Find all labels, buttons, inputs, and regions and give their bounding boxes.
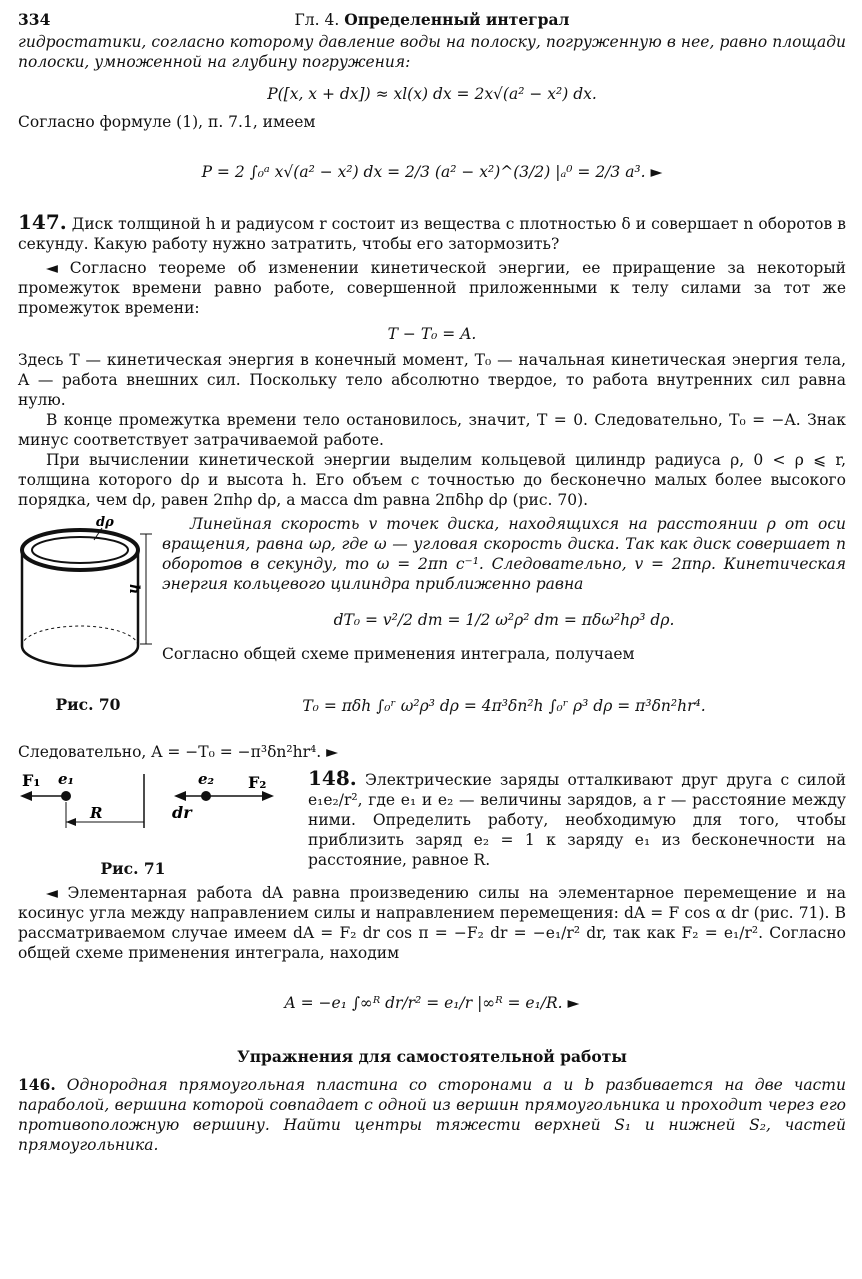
cylinder-diagram: [18, 514, 158, 684]
e1-label: e₁: [58, 770, 75, 788]
problem-148-number: 148.: [308, 766, 357, 790]
F2-label: F₂: [248, 773, 267, 792]
formula-pressure-strip: P([x, x + dx]) ≈ xl(x) dx = 2x√(a² − x²) dx.: [267, 85, 597, 103]
figure-71-caption: Рис. 71: [100, 859, 166, 878]
problem-147-conclusion: Следовательно, A = −T₀ = −π³δn²hr⁴. ►: [18, 743, 338, 761]
running-header: [18, 8, 846, 30]
e2-label: e₂: [198, 770, 215, 788]
height-label: h: [126, 584, 142, 595]
figure-70-row: [18, 514, 846, 736]
problem-148-statement: 148. Электрические заряды отталкивают друг друга с силой e₁e₂/r², где e₁ и e₂ — величины зарядов, а r — расстояние между ними. Определить работу, необходимую для того, чтобы приблизить заряд e₂ = 1 к заряду e₁ из бесконечности на расстояние, равное R.: [308, 766, 846, 869]
problem-147-paragraph-2: Здесь T — кинетическая энергия в конечный момент, T₀ — начальная кинетическая энергия тела, A — работа внешних сил. Поскольку тело абсолютно твердое, то работа внутренних сил равна нулю.: [18, 351, 846, 409]
figure-71: [18, 768, 308, 879]
charges-diagram: [18, 768, 308, 848]
problem-147-number: 147.: [18, 210, 67, 234]
problem-147-statement: 147. Диск толщиной h и радиусом r состоит из вещества с плотностью δ и совершает n оборотов в секунду. Какую работу нужно затратить, чтобы его затормозить?: [18, 210, 846, 253]
problem-147-paragraph-4: При вычислении кинетической энергии выделим кольцевой цилиндр радиуса ρ, 0 < ρ ⩽ r, толщина которого dρ и высота h. Его объем с точностью до бесконечно малых более высокого порядка, чем dρ, равен 2πhρ dρ, а масса dm равна 2πδhρ dρ (рис. 70).: [18, 451, 846, 509]
formula-kinetic-work: T − T₀ = A.: [387, 325, 477, 343]
exercises-heading: Упражнения для самостоятельной работы: [237, 1047, 627, 1066]
intro-text: гидростатики, согласно которому давление воды на полоску, погруженную в нее, равно площади полоски, умноженной на глубину погружения:: [18, 33, 846, 71]
problem-147-paragraph-3: В конце промежутка времени тело остановилось, значит, T = 0. Следовательно, T₀ = −A. Знак минус соответствует затрачиваемой работе.: [18, 411, 846, 449]
figure-71-text: [308, 768, 846, 879]
R-label: R: [90, 804, 103, 822]
figure-70-caption: Рис. 70: [55, 695, 121, 714]
figure-71-row: [18, 768, 846, 879]
problem-147-paragraph-5: Линейная скорость v точек диска, находящихся на расстоянии ρ от оси вращения, равна ωρ, где ω — угловая скорость диска. Так как диск совершает n оборотов в секунду, то ω = 2πn c⁻¹. Следовательно, v = 2πnρ. Кинетическая энергия кольцевого цилиндра приближенно равна: [162, 515, 846, 593]
drho-label: dρ: [96, 515, 114, 530]
dr-label: dr: [172, 803, 192, 822]
problem-147-paragraph-6: Согласно общей схеме применения интеграла, получаем: [162, 645, 635, 663]
page-number: 334: [18, 10, 51, 29]
formula-pressure-integral: P = 2 ∫₀ᵃ x√(a² − x²) dx = 2/3 (a² − x²)^(3/2) |ₐ⁰ = 2/3 a³. ►: [201, 163, 663, 181]
formula-dT0: dT₀ = v²/2 dm = 1/2 ω²ρ² dm = πδω²hρ³ dρ.: [333, 611, 675, 629]
exercise-146: 146. Однородная прямоугольная пластина со сторонами a и b разбивается на две части параболой, вершина которой совпадает с одной из вершин прямоугольника и проходит через его противоположную вершину. Найти центры тяжести верхней S₁ и нижней S₂, частей прямоугольника.: [18, 1075, 846, 1154]
intro-reference: Согласно формуле (1), п. 7.1, имеем: [18, 113, 316, 131]
document-page: [18, 8, 846, 1155]
formula-A: A = −e₁ ∫∞ᴿ dr/r² = e₁/r |∞ᴿ = e₁/R. ►: [284, 994, 580, 1012]
formula-T0: T₀ = πδh ∫₀ʳ ω²ρ³ dρ = 4π³δn²h ∫₀ʳ ρ³ dρ = π³δn²hr⁴.: [302, 697, 706, 715]
problem-147-solution-intro: ◄ Согласно теореме об изменении кинетической энергии, ее приращение за некоторый промежуток времени равно работе, совершенной приложенными к телу силами за тот же промежуток времени:: [18, 259, 846, 317]
figure-70-text: [158, 514, 846, 736]
problem-148-solution: ◄ Элементарная работа dA равна произведению силы на элементарное перемещение и на косинус угла между направлением силы и направлением перемещения: dA = F cos α dr (рис. 71). В рассматриваемом случае имеем dA = F₂ dr cos π = −F₂ dr = −e₁/r² dr, так как F₂ = e₁/r². Согласно общей схеме применения интеграла, находим: [18, 884, 846, 962]
exercise-146-number: 146.: [18, 1075, 56, 1094]
F1-label: F₁: [22, 771, 41, 790]
chapter-title: Гл. 4. Определенный интеграл: [294, 10, 570, 29]
figure-70: [18, 514, 158, 736]
